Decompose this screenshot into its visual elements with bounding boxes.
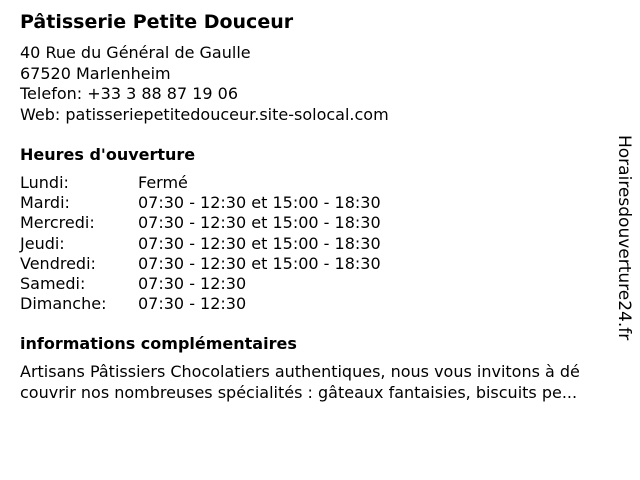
- hours-time: 07:30 - 12:30: [138, 294, 247, 314]
- hours-day: Dimanche:: [20, 294, 107, 314]
- hours-time: Fermé: [138, 173, 188, 192]
- info-line-1: Artisans Pâtissiers Chocolatiers authentiques, nous vous invitons à dé: [20, 362, 580, 381]
- address-city: 67520 Marlenheim: [20, 63, 171, 83]
- phone-number: Telefon: +33 3 88 87 19 06: [20, 84, 239, 103]
- hours-table: [20, 173, 381, 314]
- hours-day: Samedi:: [20, 274, 86, 294]
- address-block: [20, 43, 389, 125]
- hours-row-saturday: [20, 274, 381, 294]
- hours-day: Mercredi:: [20, 213, 95, 233]
- site-watermark: Horairesdouverture24.fr: [614, 135, 634, 341]
- info-heading: informations complémentaires: [20, 334, 297, 353]
- hours-time: 07:30 - 12:30 et 15:00 - 18:30: [138, 193, 381, 213]
- hours-row-wednesday: [20, 213, 381, 233]
- hours-row-tuesday: [20, 193, 381, 213]
- business-name: Pâtisserie Petite Douceur: [20, 11, 294, 33]
- address-street: 40 Rue du Général de Gaulle: [20, 43, 251, 62]
- hours-heading: Heures d'ouverture: [20, 145, 196, 164]
- hours-time: 07:30 - 12:30 et 15:00 - 18:30: [138, 213, 381, 233]
- hours-day: Jeudi:: [20, 233, 65, 253]
- hours-time: 07:30 - 12:30: [138, 274, 247, 294]
- hours-row-thursday: [20, 234, 381, 254]
- hours-time: 07:30 - 12:30 et 15:00 - 18:30: [138, 233, 381, 253]
- website-link[interactable]: Web: patisseriepetitedouceur.site-solocal.com: [20, 104, 389, 124]
- hours-day: Vendredi:: [20, 253, 96, 273]
- hours-day: Mardi:: [20, 193, 70, 213]
- hours-day: Lundi:: [20, 173, 69, 192]
- hours-row-monday: [20, 173, 381, 193]
- hours-row-friday: [20, 254, 381, 274]
- hours-time: 07:30 - 12:30 et 15:00 - 18:30: [138, 253, 381, 273]
- info-line-2: couvrir nos nombreuses spécialités : gâteaux fantaisies, biscuits pe...: [20, 382, 578, 402]
- hours-row-sunday: [20, 294, 381, 314]
- info-description: [20, 362, 632, 403]
